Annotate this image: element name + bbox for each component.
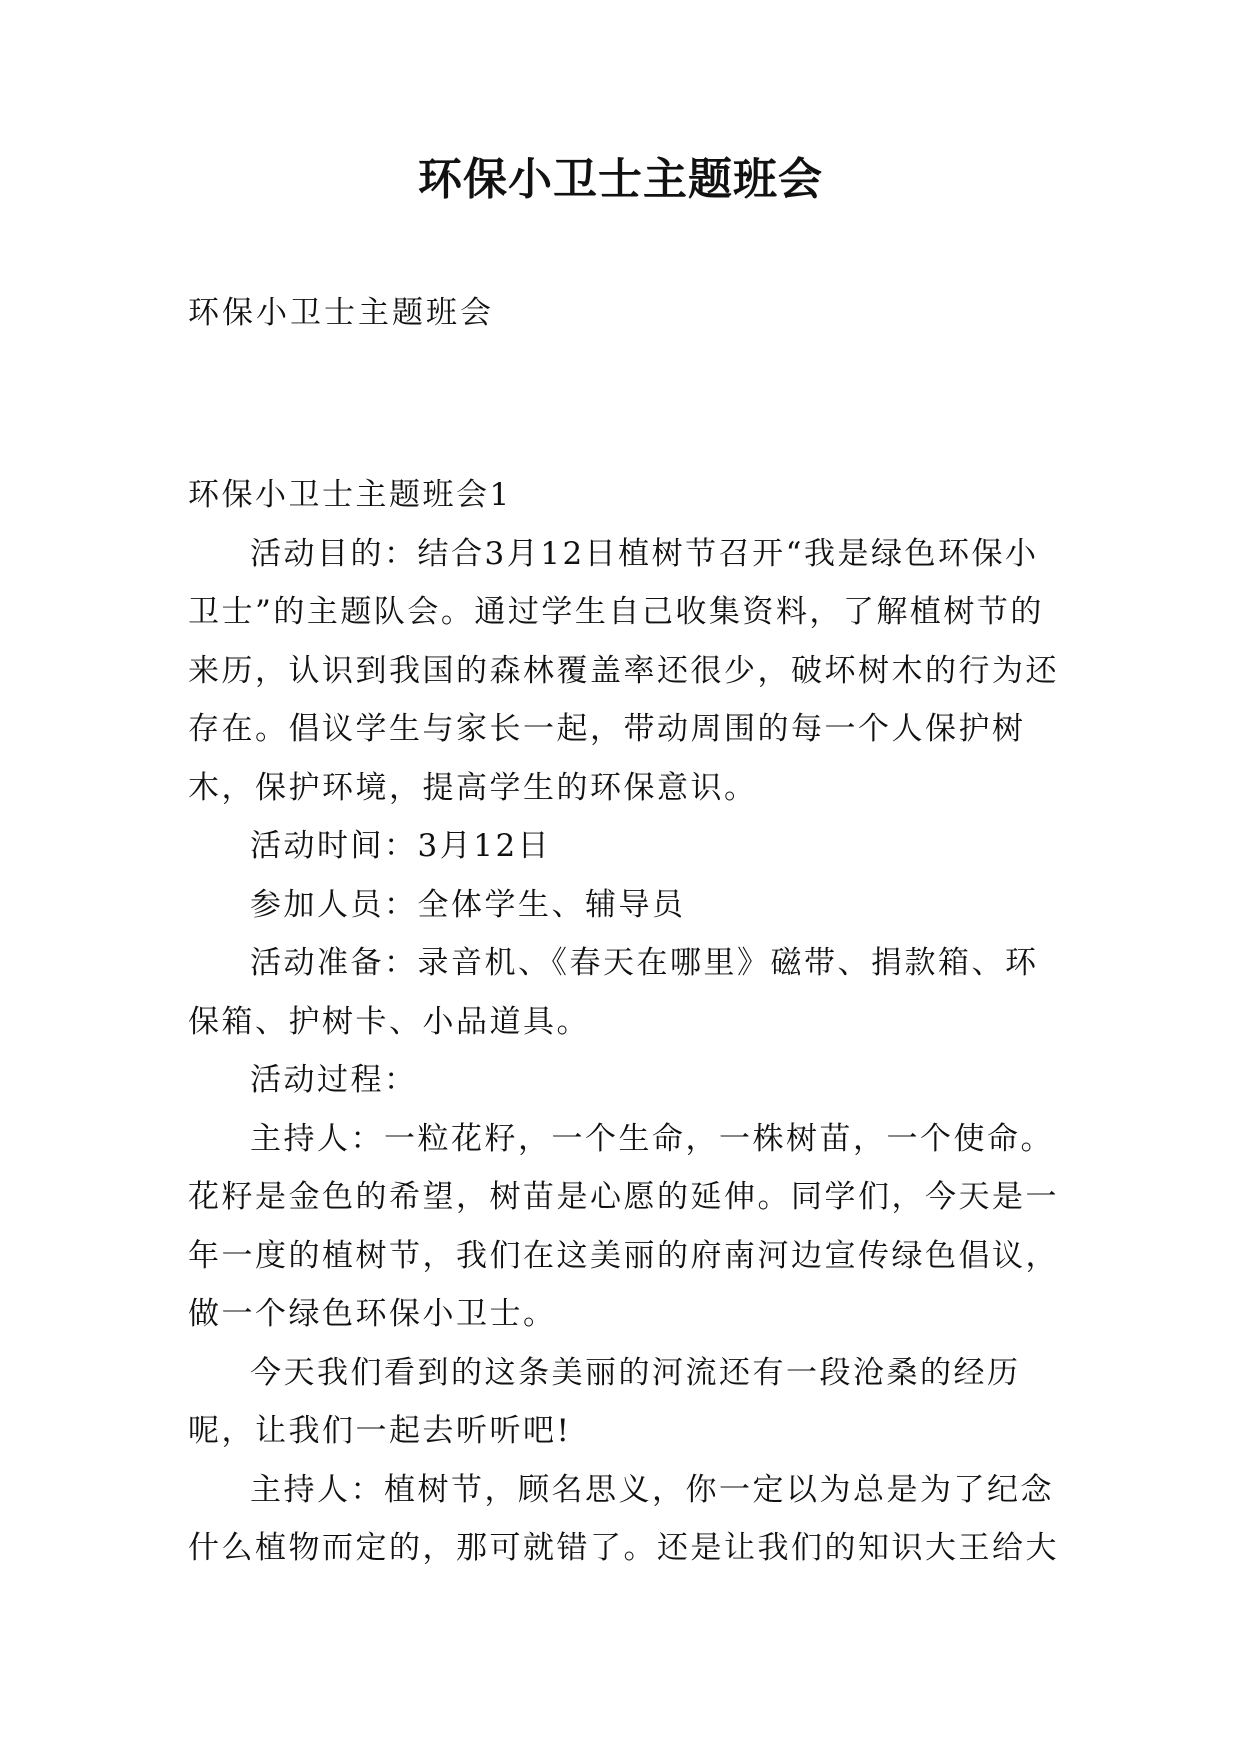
paragraph-activity-time: 活动时间：3月12日	[250, 828, 552, 864]
document-title: 环保小卫士主题班会	[418, 154, 823, 205]
section-heading: 环保小卫士主题班会1	[188, 477, 512, 513]
paragraph-participants: 参加人员：全体学生、辅导员	[250, 886, 686, 923]
paragraph-process-heading: 活动过程：	[250, 1062, 418, 1098]
paragraph-preparation: 活动准备：录音机、《春天在哪里》磁带、捐款箱、环保箱、护树卡、小品道具。	[188, 945, 1039, 1040]
paragraph-host-arbor-day: 主持人：植树节，顾名思义，你一定以为总是为了纪念什么植物而定的，那可就错了。还是让我们的知识大王给大	[188, 1471, 1059, 1566]
paragraph-activity-purpose: 活动目的：结合3月12日植树节召开“我是绿色环保小卫士”的主题队会。通过学生自己收集资料，了解植树节的来历，认识到我国的森林覆盖率还很少，破坏树木的行为还存在。倡议学生与家长一起，带动周围的每一个人保护树木，保护环境，提高学生的环保意识。	[188, 535, 1059, 806]
document-body	[188, 466, 1068, 1578]
paragraph-host-intro: 主持人：一粒花籽，一个生命，一株树苗，一个使命。花籽是金色的希望，树苗是心愿的延伸。同学们，今天是一年一度的植树节，我们在这美丽的府南河边宣传绿色倡议，做一个绿色环保小卫士。	[188, 1120, 1059, 1332]
paragraph-river-story: 今天我们看到的这条美丽的河流还有一段沧桑的经历呢，让我们一起去听听吧!	[188, 1354, 1021, 1449]
document-subtitle: 环保小卫士主题班会	[188, 295, 494, 331]
